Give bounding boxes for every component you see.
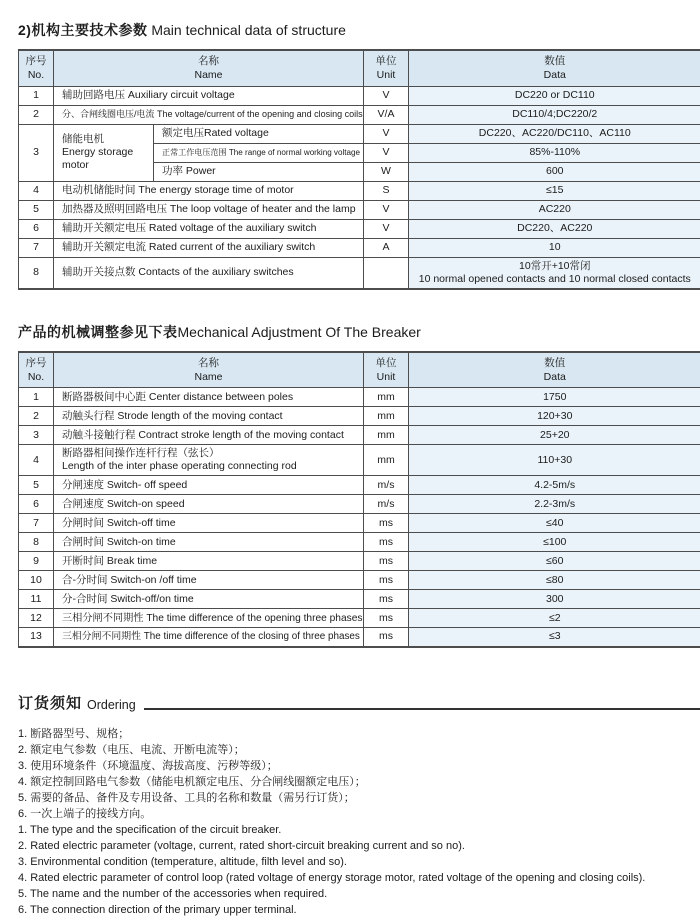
cell-unit: ms [364, 533, 409, 552]
section2-title-en: Mechanical Adjustment Of The Breaker [178, 324, 421, 340]
cell-data: ≤60 [409, 552, 700, 571]
cell-name: 动触头行程 Strode length of the moving contact [54, 407, 364, 426]
cell-name: 分闸时间 Switch-off time [54, 514, 364, 533]
table-row [19, 628, 700, 647]
section-spacer [18, 290, 700, 322]
cell-data: 300 [409, 590, 700, 609]
table-row [19, 388, 700, 407]
cell-unit: mm [364, 388, 409, 407]
table-row [19, 571, 700, 590]
cell-name: 分、合闸线圈电压/电流 The voltage/current of the opening and closing coils [54, 105, 364, 124]
cell-no: 5 [19, 476, 54, 495]
cell-name: 辅助开关额定电压 Rated voltage of the auxiliary switch [54, 219, 364, 238]
header-data-en: Data [413, 68, 697, 82]
cell-unit: V [364, 143, 409, 162]
ordering-note-item: 3. 使用环境条件（环境温度、海拔高度、污秽等级）； [18, 758, 700, 774]
column-header-name [54, 50, 364, 86]
cell-unit: ms [364, 628, 409, 647]
ordering-note-item: 3. Environmental condition (temperature, altitude, filth level and so). [18, 854, 700, 870]
cell-unit: A [364, 238, 409, 257]
cell-data: 85%-110% [409, 143, 700, 162]
cell-no: 4 [19, 445, 54, 476]
cell-unit: mm [364, 407, 409, 426]
cell-data: 10 [409, 238, 700, 257]
cell-no: 3 [19, 124, 54, 181]
ordering-note-item: 2. Rated electric parameter (voltage, current, rated short-circuit breaking current and so no). [18, 838, 700, 854]
table-row [19, 200, 700, 219]
header-unit-zh: 单位 [368, 54, 404, 68]
ordering-note-item: 6. 一次上端子的接线方向。 [18, 806, 700, 822]
cell-data: 4.2-5m/s [409, 476, 700, 495]
cell-name: 电动机储能时间 The energy storage time of motor [54, 181, 364, 200]
cell-unit: mm [364, 445, 409, 476]
cell-sub-name: 功率 Power [154, 162, 364, 181]
cell-data: 1750 [409, 388, 700, 407]
cell-name: 分-合时间 Switch-off/on time [54, 590, 364, 609]
cell-no: 7 [19, 238, 54, 257]
cell-name: 分闸速度 Switch- off speed [54, 476, 364, 495]
cell-name: 辅助开关额定电流 Rated current of the auxiliary switch [54, 238, 364, 257]
cell-data: DC220 or DC110 [409, 86, 700, 105]
cell-unit: V [364, 86, 409, 105]
header-name-en: Name [58, 68, 359, 82]
cell-name: 动触斗接触行程 Contract stroke length of the moving contact [54, 426, 364, 445]
cell-data: 600 [409, 162, 700, 181]
ordering-note-item: 6. The connection direction of the primary upper terminal. [18, 902, 700, 918]
cell-unit [364, 257, 409, 289]
cell-data: ≤40 [409, 514, 700, 533]
cell-no: 11 [19, 590, 54, 609]
table-row [19, 257, 700, 289]
cell-no: 6 [19, 219, 54, 238]
cell-unit: W [364, 162, 409, 181]
cell-unit: S [364, 181, 409, 200]
header-name-zh: 名称 [58, 54, 359, 68]
cell-name: 加热器及照明回路电压 The loop voltage of heater and the lamp [54, 200, 364, 219]
header-name-en: Name [58, 370, 359, 384]
cell-unit: ms [364, 571, 409, 590]
cell-data: 10常开+10常闭 10 normal opened contacts and 10 normal closed contacts [409, 257, 700, 289]
cell-no: 9 [19, 552, 54, 571]
cell-no: 2 [19, 407, 54, 426]
cell-no: 8 [19, 533, 54, 552]
column-header-unit [364, 50, 409, 86]
column-header-name [54, 352, 364, 388]
cell-group-name: 储能电机 Energy storage motor [54, 124, 154, 181]
column-header-unit [364, 352, 409, 388]
cell-no: 13 [19, 628, 54, 647]
cell-data: ≤3 [409, 628, 700, 647]
table-row [19, 514, 700, 533]
ordering-note-item: 4. Rated electric parameter of control loop (rated voltage of energy storage motor, rated voltage of the opening and closing coils). [18, 870, 700, 886]
table-row [19, 407, 700, 426]
section1-title-en: Main technical data of structure [151, 22, 346, 38]
header-data-zh: 数值 [413, 54, 697, 68]
table-row [19, 124, 700, 143]
cell-unit: V [364, 219, 409, 238]
cell-no: 1 [19, 86, 54, 105]
table-header-row [19, 50, 700, 86]
column-header-data [409, 352, 700, 388]
cell-data: AC220 [409, 200, 700, 219]
header-unit-en: Unit [368, 68, 404, 82]
ordering-note-item: 5. 需要的备品、备件及专用设备、工具的名称和数量（需另行订货）； [18, 790, 700, 806]
cell-unit: ms [364, 590, 409, 609]
ordering-note-item: 4. 额定控制回路电气参数（储能电机额定电压、分合闸线圈额定电压）； [18, 774, 700, 790]
cell-no: 7 [19, 514, 54, 533]
table-row [19, 533, 700, 552]
ordering-note-item: 5. The name and the number of the accessories when required. [18, 886, 700, 902]
cell-data: DC220、AC220 [409, 219, 700, 238]
section1-title-zh: 2)机构主要技术参数 [18, 22, 147, 38]
cell-data: ≤80 [409, 571, 700, 590]
cell-data: 25+20 [409, 426, 700, 445]
table-row [19, 445, 700, 476]
cell-name: 三相分闸不同期性 The time difference of the closing of three phases [54, 628, 364, 647]
cell-data: ≤2 [409, 609, 700, 628]
column-header-no [19, 50, 54, 86]
cell-data: 120+30 [409, 407, 700, 426]
header-unit-en: Unit [368, 370, 404, 384]
cell-data: DC110/4;DC220/2 [409, 105, 700, 124]
cell-name: 断路器相间操作连杆行程（弦长） Length of the inter phase operating connecting rod [54, 445, 364, 476]
column-header-no [19, 352, 54, 388]
table-row [19, 105, 700, 124]
cell-no: 5 [19, 200, 54, 219]
cell-no: 3 [19, 426, 54, 445]
section2-title [18, 322, 700, 342]
ordering-title-rule [144, 708, 700, 710]
cell-no: 1 [19, 388, 54, 407]
table-row [19, 86, 700, 105]
column-header-data [409, 50, 700, 86]
cell-unit: ms [364, 552, 409, 571]
ordering-title-zh: 订货须知 [18, 692, 82, 713]
cell-data: 2.2-3m/s [409, 495, 700, 514]
header-no-zh: 序号 [23, 54, 49, 68]
cell-data: ≤15 [409, 181, 700, 200]
table-header-row [19, 352, 700, 388]
cell-unit: ms [364, 609, 409, 628]
table-row [19, 181, 700, 200]
cell-unit: mm [364, 426, 409, 445]
cell-no: 12 [19, 609, 54, 628]
cell-name: 辅助开关接点数 Contacts of the auxiliary switches [54, 257, 364, 289]
ordering-section-title [18, 692, 700, 713]
section1-title [18, 20, 700, 40]
cell-sub-name: 额定电压Rated voltage [154, 124, 364, 143]
table-row [19, 609, 700, 628]
cell-name: 三相分闸不同期性 The time difference of the opening three phases [54, 609, 364, 628]
ordering-title-en: Ordering [87, 698, 136, 713]
mechanical-adjustment-table [18, 351, 700, 648]
cell-data: ≤100 [409, 533, 700, 552]
cell-data: 110+30 [409, 445, 700, 476]
table-row [19, 495, 700, 514]
cell-name: 合闸时间 Switch-on time [54, 533, 364, 552]
table-row [19, 219, 700, 238]
table-row [19, 552, 700, 571]
cell-no: 4 [19, 181, 54, 200]
table-row [19, 590, 700, 609]
cell-no: 2 [19, 105, 54, 124]
ordering-note-item: 2. 额定电气参数（电压、电流、开断电流等）； [18, 742, 700, 758]
cell-name: 辅助回路电压 Auxiliary circuit voltage [54, 86, 364, 105]
cell-name: 合闸速度 Switch-on speed [54, 495, 364, 514]
cell-unit: V/A [364, 105, 409, 124]
header-no-en: No. [23, 68, 49, 82]
cell-sub-name: 正常工作电压范围 The range of normal working voltage [154, 143, 364, 162]
cell-unit: V [364, 200, 409, 219]
header-unit-zh: 单位 [368, 356, 404, 370]
header-name-zh: 名称 [58, 356, 359, 370]
cell-unit: V [364, 124, 409, 143]
cell-name: 开断时间 Break time [54, 552, 364, 571]
table-row [19, 426, 700, 445]
cell-name: 断路器极间中心距 Center distance between poles [54, 388, 364, 407]
cell-no: 6 [19, 495, 54, 514]
cell-name: 合-分时间 Switch-on /off time [54, 571, 364, 590]
section2-title-zh: 产品的机械调整参见下表 [18, 324, 178, 340]
header-no-zh: 序号 [23, 356, 49, 370]
header-data-en: Data [413, 370, 697, 384]
cell-no: 10 [19, 571, 54, 590]
table-row [19, 476, 700, 495]
main-technical-data-table [18, 49, 700, 290]
ordering-notes-list [18, 726, 700, 918]
header-no-en: No. [23, 370, 49, 384]
cell-unit: m/s [364, 476, 409, 495]
table-row [19, 238, 700, 257]
cell-unit: ms [364, 514, 409, 533]
cell-no: 8 [19, 257, 54, 289]
cell-unit: m/s [364, 495, 409, 514]
header-data-zh: 数值 [413, 356, 697, 370]
cell-data: DC220、AC220/DC110、AC110 [409, 124, 700, 143]
ordering-note-item: 1. 断路器型号、规格； [18, 726, 700, 742]
ordering-note-item: 1. The type and the specification of the circuit breaker. [18, 822, 700, 838]
